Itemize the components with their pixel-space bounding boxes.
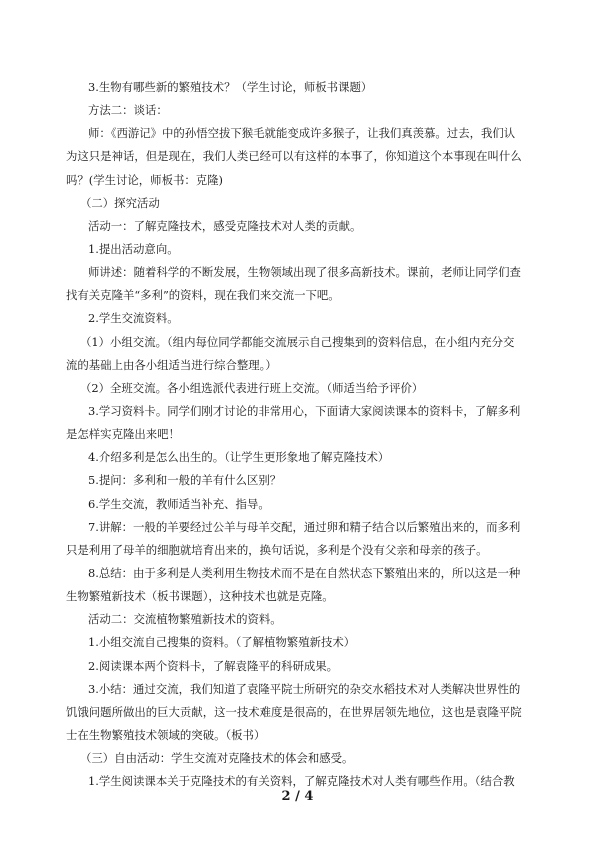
text-line: 只是利用了母羊的细胞就培育出来的，换句话说，多利是个没有父亲和母亲的孩子。 — [66, 542, 488, 557]
text-line: 为这只是神话，但是现在，我们人类已经可以有这样的本事了，你知道这个本事现在叫什么 — [66, 149, 522, 164]
text-line: 师讲述：随着科学的不断发展，生物领域出现了很多高新技术。课前，老师让同学们查 — [88, 265, 521, 280]
text-line: （2）全班交流。各小组选派代表进行班上交流。（师适当给予评价） — [80, 380, 424, 395]
text-line: 士在生物繁殖技术领域的突破。（板书） — [66, 727, 266, 742]
text-line: 1.学生阅读课本关于克隆技术的有关资料，了解克隆技术对人类有哪些作用。（结合教 — [88, 774, 515, 789]
text-line: 3.小结：通过交流，我们知道了袁隆平院士所研究的杂交水稻技术对人类解决世界性的 — [88, 681, 521, 696]
text-line: 饥饿问题所做出的巨大贡献，这一技术难度是很高的，在世界居领先地位，这也是袁隆平院 — [66, 704, 522, 719]
section-heading: （二）探究活动 — [80, 195, 160, 210]
text-line: 师：《西游记》中的孙悟空拔下猴毛就能变成许多猴子，让我们真羡慕。过去，我们认 — [88, 126, 516, 141]
text-line: 方法二：谈话： — [88, 103, 168, 118]
text-line: 生物繁殖新技术（板书课题），这种技术也就是克隆。 — [66, 589, 334, 604]
text-line: 1.小组交流自己搜集的资料。（了解植物繁殖新技术） — [88, 635, 356, 650]
text-line: 流的基础上由各小组适当进行综合整理。） — [66, 357, 277, 372]
text-line: 6.学生交流，教师适当补充、指导。 — [88, 496, 270, 511]
page-number: 2 / 4 — [281, 789, 314, 804]
text-line: 活动一：了解克隆技术，感受克隆技术对人类的贡献。 — [88, 218, 362, 233]
text-line: 2.阅读课本两个资料卡，了解袁隆平的科研成果。 — [88, 658, 339, 673]
text-line: 3.学习资料卡。同学们刚才讨论的非常用心，下面请大家阅读课本的资料卡，了解多利 — [88, 403, 521, 418]
text-line: 吗？(学生讨论，师板书：克隆) — [66, 172, 223, 187]
text-line: （1）小组交流。（组内每位同学都能交流展示自己搜集到的资料信息，在小组内充分交 — [80, 334, 515, 349]
text-line: 8.总结：由于多利是人类利用生物技术而不是在自然状态下繁殖出来的，所以这是一种 — [88, 565, 521, 580]
text-line: 是怎样实克隆出来吧！ — [66, 427, 180, 442]
section-heading: （三）自由活动：学生交流对克隆技术的体会和感受。 — [80, 751, 354, 766]
text-line: 3.生物有哪些新的繁殖技术？（学生讨论，师板书课题） — [88, 80, 373, 94]
text-line: 5.提问：多利和一般的羊有什么区别？ — [88, 473, 282, 488]
text-line: 2.学生交流资料。 — [88, 311, 179, 326]
document-body — [66, 76, 531, 793]
text-line: 活动二：交流植物繁殖新技术的资料。 — [88, 612, 282, 627]
text-line: 1.提出活动意向。 — [88, 241, 179, 256]
text-line: 4.介绍多利是怎么出生的。（让学生更形象地了解克隆技术） — [88, 450, 390, 465]
text-line: 找有关克隆羊“多利”的资料，现在我们来交流一下吧。 — [66, 288, 340, 303]
text-line: 7.讲解：一般的羊要经过公羊与母羊交配，通过卵和精子结合以后繁殖出来的，而多利 — [88, 519, 521, 534]
